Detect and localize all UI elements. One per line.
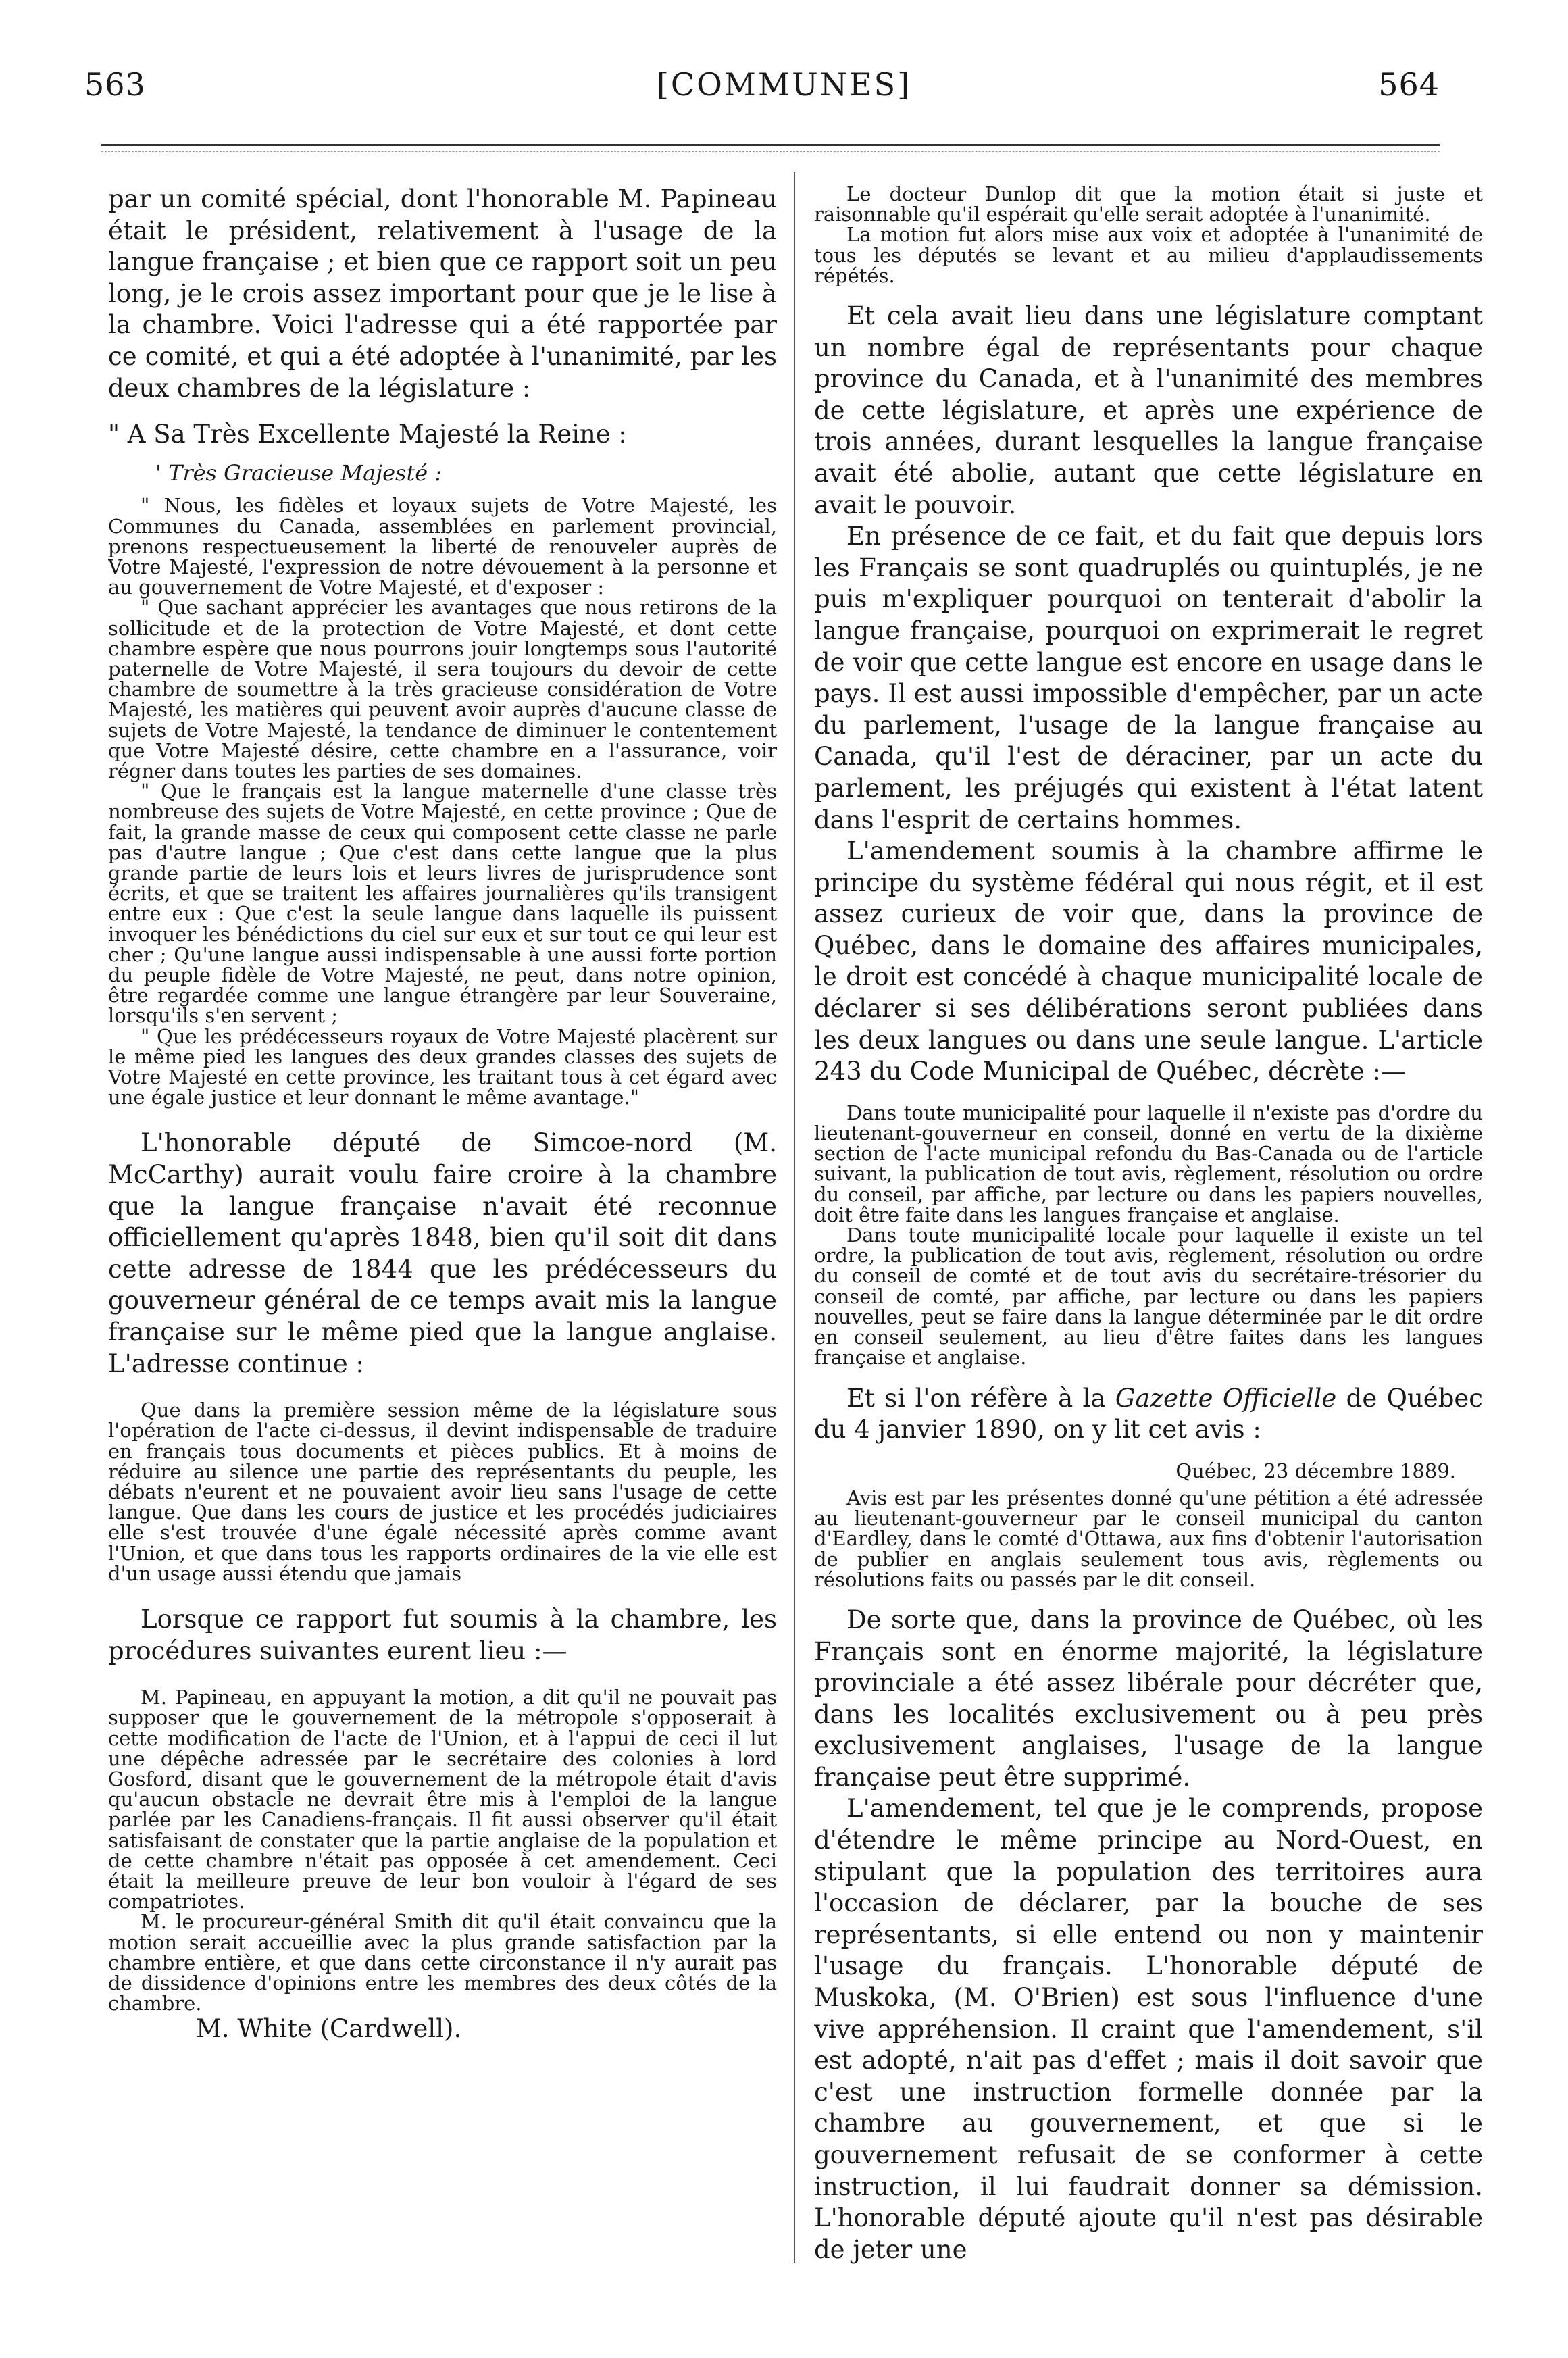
paragraph: Et cela avait lieu dans une législature comptant un nombre égal de représentants pour chaque province du Canada, et à l'unanimité des membres de cette législature, et après une expérience de trois années, durant lesquelles la langue française avait été abolie, autant que cette législature en avait le pouvoir. bbox=[814, 301, 1483, 520]
quoted-paragraph: La motion fut alors mise aux voix et adoptée à l'unanimité de tous les députés se levant et au milieu d'applaudissements répétés. bbox=[814, 223, 1483, 287]
address-gracious: ' Très Gracieuse Majesté : bbox=[155, 459, 442, 486]
page-number-left: 563 bbox=[84, 66, 146, 103]
header-rule-dashed bbox=[101, 151, 1440, 152]
page-number-right: 564 bbox=[1378, 66, 1440, 103]
paragraph: par un comité spécial, dont l'honorable M. Papineau était le président, relativement à l'usage de la langue française ; et bien que ce rapport soit un peu long, je le crois assez important pour que je le lise à la chambre. Voici l'adresse qui a été rapportée par ce comité, et qui a été adoptée à l'unanimité, par les deux chambres de la législature : bbox=[108, 184, 777, 403]
left-column bbox=[108, 184, 777, 2317]
quoted-paragraph: M. Papineau, en appuyant la motion, a dit qu'il ne pouvait pas supposer que le gouvernement de la métropole s'opposerait à cette modification de l'acte de l'Union, et à l'appui de ceci il lut une dépêche adressée par le secrétaire des colonies à lord Gosford, disant que le gouvernement de la métropole était d'avis qu'aucun obstacle ne devrait être mis à l'emploi de la langue parlée par les Canadiens-français. Il fit aussi observer qu'il était satisfaisant de constater que la partie anglaise de la population et de cette chambre n'était pas opposée à cet amendement. Ceci était la meilleure preuve de leur bon vouloir à l'égard de ses compatriotes. bbox=[108, 1686, 777, 1913]
paragraph bbox=[814, 1383, 1483, 1446]
quoted-paragraph: M. le procureur-général Smith dit qu'il était convaincu que la motion serait accueillie avec la plus grande satisfaction par la chambre entière, et que dans cette circonstance il n'y aurait pas de dissidence d'opinions entre les membres des deux côtés de la chambre. bbox=[108, 1910, 777, 2015]
paragraph: Lorsque ce rapport fut soumis à la chambre, les procédures suivantes eurent lieu :— bbox=[108, 1605, 777, 1665]
quoted-paragraph: Dans toute municipalité locale pour laquelle il existe un tel ordre, la publication de tout avis, règlement, résolution ou ordre du conseil de comté et de tout avis du secrétaire-trésorier du conseil de comté, par affiche, par lecture ou dans les papiers nouvelles, peut se faire dans la langue déterminée par le dit ordre en conseil seulement, au lieu d'être faites dans les langues française et anglaise. bbox=[814, 1224, 1483, 1370]
quoted-paragraph: Que dans la première session même de la législature sous l'opération de l'acte ci-dessus, il devint indispensable de traduire en français tous documents et pièces publics. Et à moins de réduire au silence une partie des représentants du peuple, les débats n'eurent et ne pouvaient avoir lieu sans l'usage de cette langue. Que dans les cours de justice et les procédés judiciaires elle s'est trouvée d'une égale nécessité après comme avant l'Union, et que dans tous les rapports ordinaires de la vie elle est d'un usage aussi étendu que jamais bbox=[108, 1399, 777, 1585]
gazette-title: Gazette Officielle bbox=[1115, 1383, 1337, 1413]
paragraph: En présence de ce fait, et du fait que depuis lors les Français se sont quadruplés ou quintuplés, je ne puis m'expliquer pourquoi on tenterait d'abolir la langue française, pourquoi on exprimerait le regret de voir que cette langue est encore en usage dans le pays. Il est aussi impossible d'empêcher, par un acte du parlement, l'usage de la langue française au Canada, qu'il l'est de déraciner, par un acte du parlement, les préjugés qui existent à l'état latent dans l'esprit de certains hommes. bbox=[814, 522, 1483, 834]
right-column bbox=[814, 184, 1483, 2317]
paragraph: De sorte que, dans la province de Québec, où les Français sont en énorme majorité, la législature provinciale a été assez libérale pour décréter que, dans les localités exclusivement ou à peu près exclusivement anglaises, l'usage de la langue française peut être supprimé. bbox=[814, 1605, 1483, 1792]
text-run: Et si l'on réfère à la bbox=[846, 1383, 1115, 1413]
paragraph: L'amendement soumis à la chambre affirme le principe du système fédéral qui nous régit, et il est assez curieux de voir que, dans la province de Québec, dans le domaine des affaires municipales, le droit est concédé à chaque municipalité locale de déclarer si ses délibérations seront publiées dans les deux langues ou dans une seule langue. L'article 243 du Code Municipal de Québec, décrète :— bbox=[814, 836, 1483, 1086]
quoted-paragraph: " Nous, les fidèles et loyaux sujets de Votre Majesté, les Communes du Canada, assemblées en parlement provincial, prenons respectueusement la liberté de renouveler auprès de Votre Majesté, l'expression de notre dévouement à la personne et au gouvernement de Votre Majesté, et d'exposer : bbox=[108, 494, 777, 599]
text-run: de Québec du 4 janvier 1890, on y lit cet avis : bbox=[814, 1383, 1483, 1445]
paragraph: L'amendement, tel que je le comprends, propose d'étendre le même principe au Nord-Ouest, en stipulant que la population des territoires aura l'occasion de déclarer, par la bouche de ses représentants, si elle entend ou non y maintenir l'usage du français. L'honorable député de Muskoka, (M. O'Brien) est sous l'influence d'une vive appréhension. Il craint que l'amendement, s'il est adopté, n'ait pas d'effet ; mais il doit savoir que c'est une instruction formelle donnée par la chambre au gouvernement, et que si le gouvernement refusait de se conformer à cette instruction, il lui faudrait donner sa démission. L'honorable député ajoute qu'il n'est pas désirable de jeter une bbox=[814, 1794, 1483, 2264]
quoted-paragraph: Le docteur Dunlop dit que la motion était si juste et raisonnable qu'il espérait qu'elle serait adoptée à l'unanimité. bbox=[814, 184, 1483, 226]
quoted-paragraph: " Que les prédécesseurs royaux de Votre Majesté placèrent sur le même pied les langues des deux grandes classes des sujets de Votre Majesté en cette province, les traitant tous à cet égard avec une égale justice et leur donnant le même avantage." bbox=[108, 1024, 777, 1109]
header-rule bbox=[101, 144, 1440, 146]
quoted-paragraph: " Que le français est la langue maternelle d'une classe très nombreuse des sujets de Votre Majesté, en cette province ; Que de fait, la grande masse de ceux qui composent cette classe ne parle pas d'autre langue ; Que c'est dans cette langue que la plus grande partie de leurs lois et leurs livres de jurisprudence sont écrits, et que se traitent les affaires journalières qu'ils transigent entre eux : Que c'est la seule langue dans laquelle ils puissent invoquer les bénédictions du ciel sur eux et sur tout ce qui leur est cher ; Qu'une langue aussi indispensable à une aussi forte portion du peuple fidèle de Votre Majesté, ne peut, dans notre opinion, être regardée comme une langue étrangère par leur Souveraine, lorsqu'ils s'en servent ; bbox=[108, 780, 777, 1028]
quoted-paragraph: " Que sachant apprécier les avantages que nous retirons de la sollicitude et de la protection de Votre Majesté, et dont cette chambre espère que nous pourrons jouir longtemps sous l'autorité paternelle de Votre Majesté, il sera toujours du devoir de cette chambre de soumettre à la très gracieuse considération de Votre Majesté, les matières qui peuvent avoir auprès d'aucune classe de sujets de Votre Majesté, la tendance de diminuer le contentement que Votre Majesté désire, cette chambre en a l'assurance, voir régner dans toutes les parties de ses domaines. bbox=[108, 596, 777, 782]
dateline: Québec, 23 décembre 1889. bbox=[1175, 1459, 1456, 1482]
column-divider bbox=[794, 172, 795, 2263]
quoted-paragraph: Dans toute municipalité pour laquelle il n'existe pas d'ordre du lieutenant-gouverneur en conseil, donné en vertu de la dixième section de l'acte municipal refondu du Bas-Canada ou de l'article suivant, la publication de tout avis, règlement, résolution ou ordre du conseil, par affiche, par lecture ou dans les papiers nouvelles, doit être faite dans les langues française et anglaise. bbox=[814, 1101, 1483, 1226]
address-salutation: " A Sa Très Excellente Majesté la Reine : bbox=[108, 420, 627, 449]
paragraph: L'honorable député de Simcoe-nord (M. McCarthy) aurait voulu faire croire à la chambre que la langue française n'avait été reconnue officiellement qu'après 1848, bien qu'il soit dit dans cette adresse de 1844 que les prédécesseurs du gouverneur général de ce temps avait mis la langue française sur le même pied que la langue anglaise. L'adresse continue : bbox=[108, 1128, 777, 1378]
quoted-paragraph: Avis est par les présentes donné qu'une pétition a été adressée au lieutenant-gouverneur par le conseil municipal du canton d'Eardley, dans le comté d'Ottawa, aux fins d'obtenir l'autorisation de publier en anglais seulement tous avis, règlements ou résolutions faits ou passés par le dit conseil. bbox=[814, 1486, 1483, 1591]
speaker-name: M. White (Cardwell). bbox=[196, 2014, 462, 2044]
page-title: [COMMUNES] bbox=[656, 66, 912, 103]
